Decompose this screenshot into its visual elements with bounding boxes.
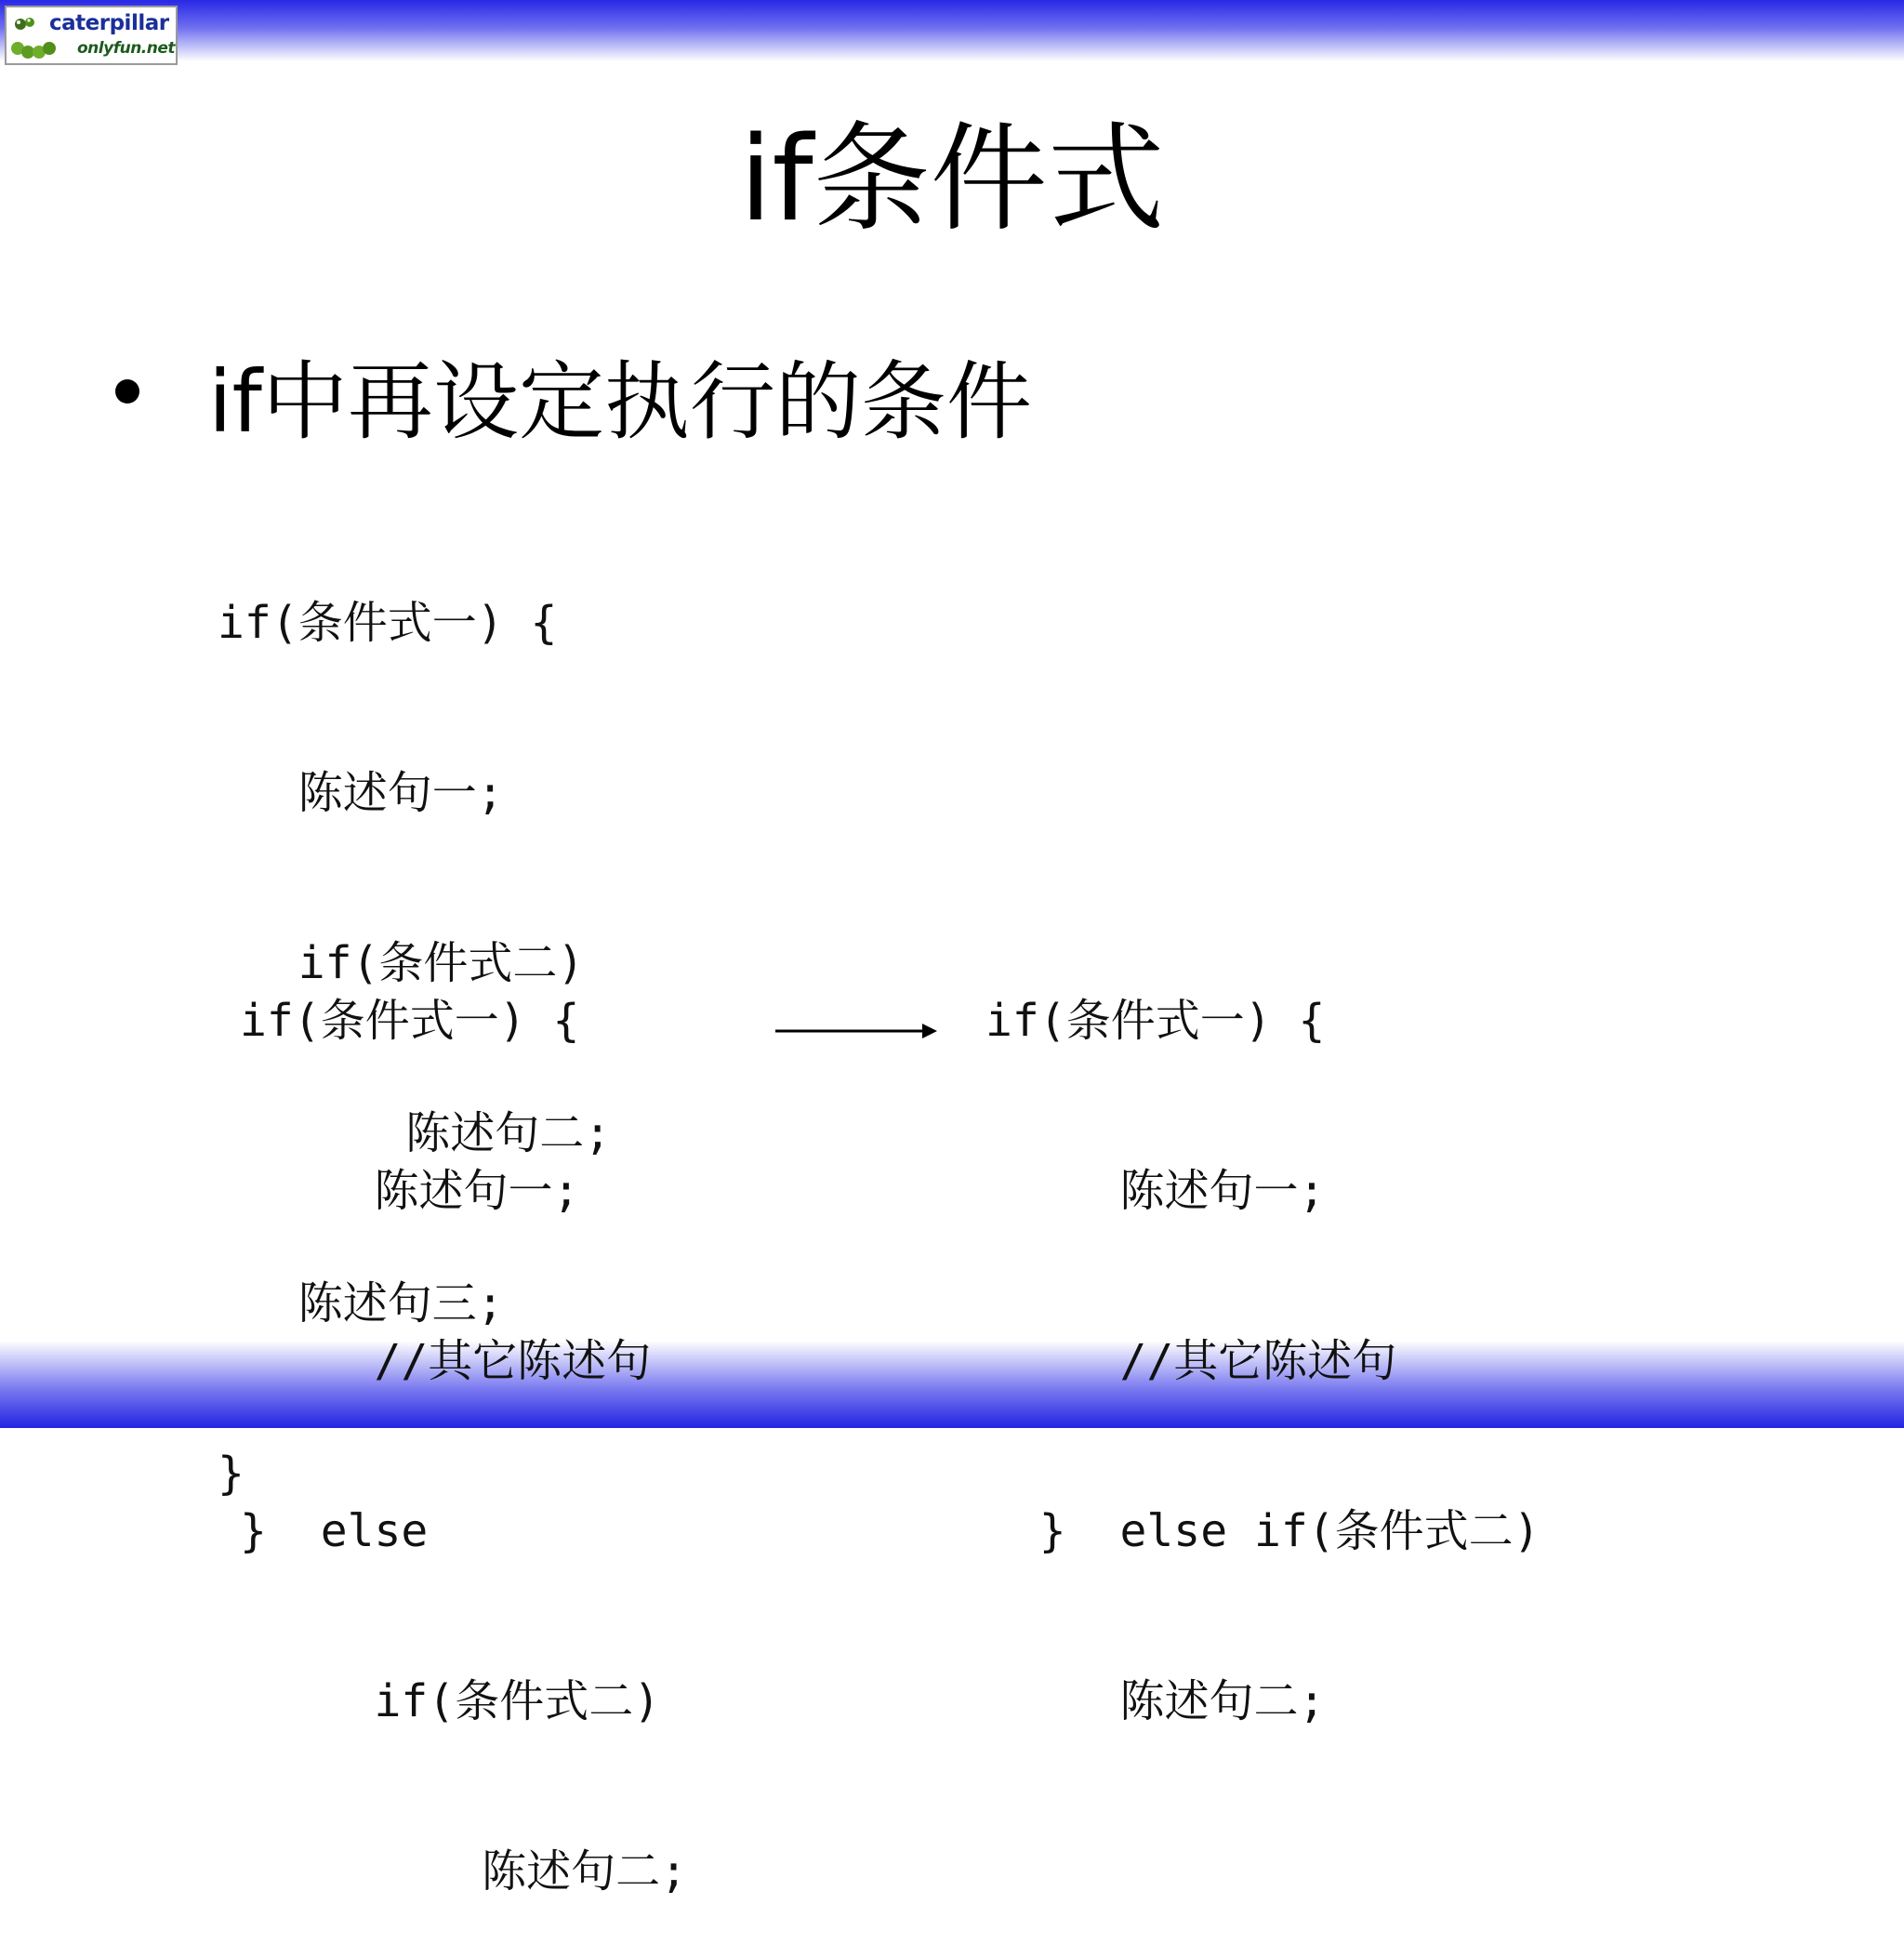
right-arrow-icon (775, 1019, 939, 1043)
code-line: 陈述句二; (985, 1675, 1326, 1727)
logo-text-site: onlyfun.net (77, 39, 176, 58)
code-line: 陈述句二; (218, 1107, 612, 1159)
logo-text-caterpillar: caterpillar (49, 11, 169, 35)
code-line: 陈述句三; (218, 1277, 504, 1329)
code-line: //其它陈述句 (240, 1335, 652, 1387)
caterpillar-logo (5, 6, 178, 65)
code-line: 陈述句一; (240, 1165, 580, 1217)
code-line: //其它陈述句 (985, 1335, 1397, 1387)
code-line: 陈述句一; (218, 767, 504, 819)
code-block-before (240, 879, 687, 1957)
code-line: if(条件式二) (240, 1675, 661, 1727)
code-line: 陈述句二; (240, 1845, 687, 1897)
code-line: if(条件式一) { (218, 597, 558, 649)
code-line: if(条件式二) (218, 937, 585, 989)
slide-title: if条件式 (739, 111, 1165, 247)
bullet-dot-icon (115, 379, 139, 403)
code-block-after (985, 879, 1540, 1787)
code-line: } else if(条件式二) (985, 1505, 1540, 1557)
code-line: if(条件式一) { (240, 995, 580, 1047)
code-line: if(条件式一) { (985, 995, 1326, 1047)
bullet-text: if中再设定执行的条件 (208, 352, 1032, 452)
top-gradient-band (0, 0, 1904, 61)
code-line: } else (240, 1505, 429, 1557)
code-line: 陈述句一; (985, 1165, 1326, 1217)
code-line: } (218, 1448, 245, 1500)
